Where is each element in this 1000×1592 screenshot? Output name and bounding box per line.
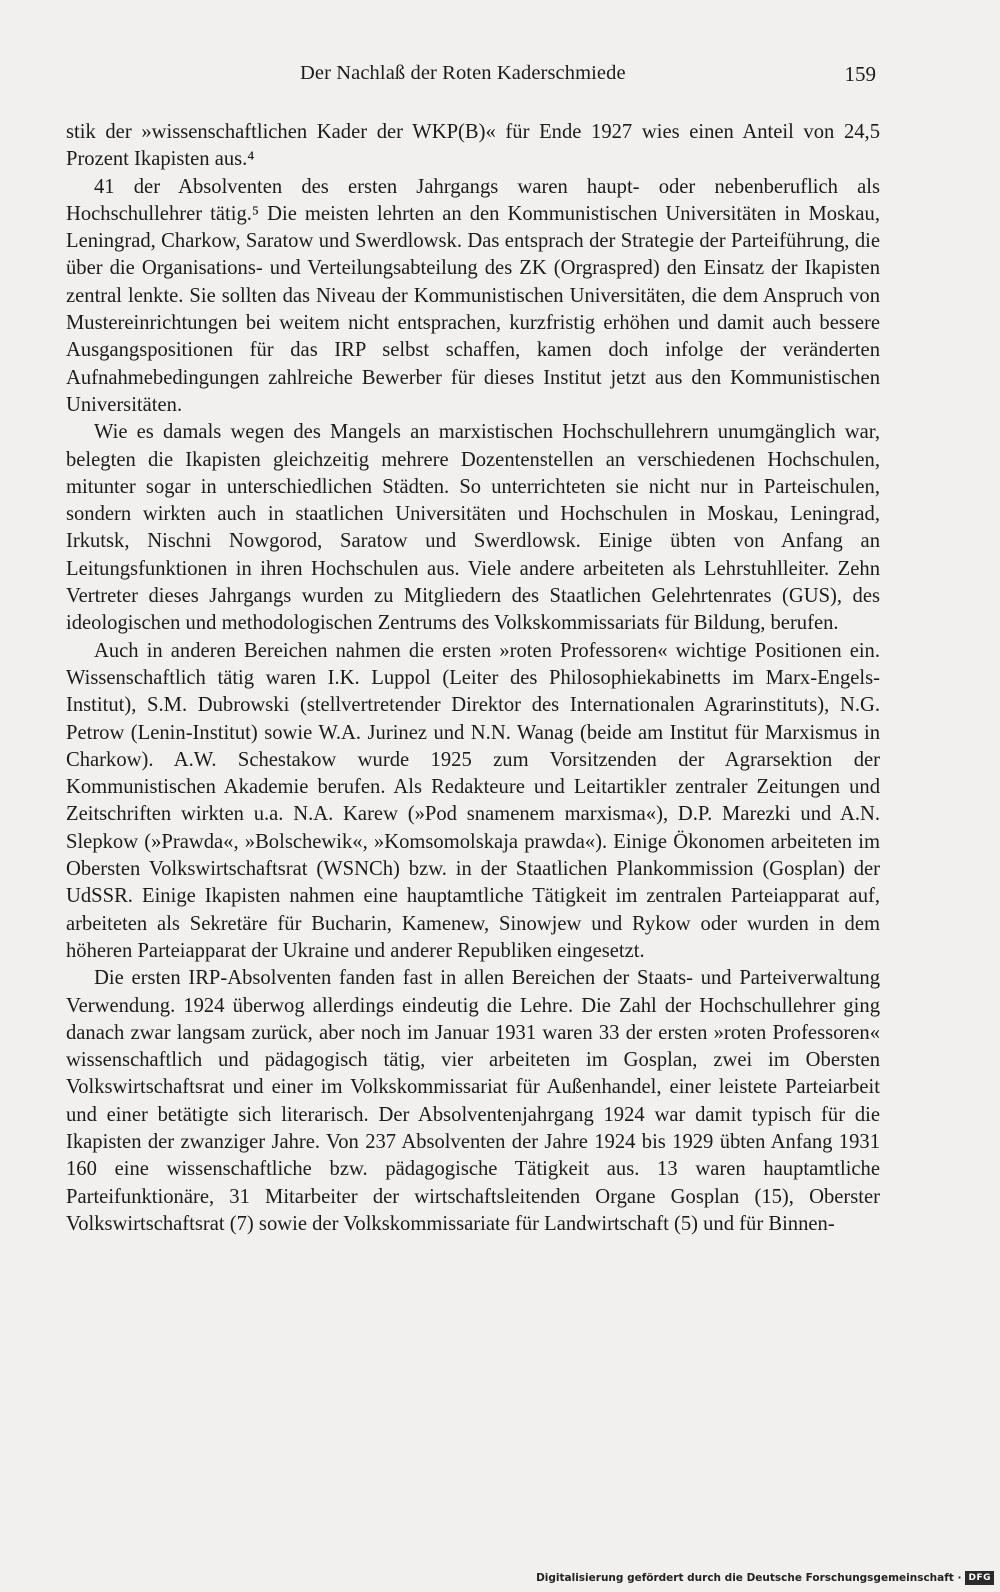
paragraph-2: 41 der Absolventen des ersten Jahrgangs waren haupt- oder nebenberuflich als Hochschullehrer tätig.⁵ Die meisten lehrten an den Kommunistischen Universitäten in Moskau, Leningrad, Charkow, Saratow und Swerdlowsk. Das entsprach der Strategie der Parteiführung, die über die Organisations- und Verteilungsabteilung des ZK (Orgraspred) den Einsatz der Ikapisten zentral lenkte. Sie sollten das Niveau der Kommunistischen Universitäten, die dem Anspruch von Mustereinrichtungen bei weitem nicht entsprachen, kurzfristig erhöhen und damit auch bessere Ausgangspositionen für das IRP selbst schaffen, kamen doch infolge der veränderten Aufnahmebedingungen zahlreiche Bewerber für dieses Institut jetzt aus den Kommunistischen Universitäten.: [66, 175, 880, 416]
running-title: Der Nachlaß der Roten Kaderschmiede: [300, 62, 626, 84]
paragraph-1: stik der »wissenschaftlichen Kader der WKP(B)« für Ende 1927 wies einen Anteil von 24,5 Prozent Ikapisten aus.⁴: [66, 121, 880, 171]
body-text: [66, 119, 880, 1238]
paragraph-4: Auch in anderen Bereichen nahmen die ersten »roten Professoren« wichtige Positionen ein. Wissenschaftlich tätig waren I.K. Luppol (Leiter des Philosophiekabinetts im Marx-Engels-Institut), S.M. Dubrowski (stellvertretender Direktor des Internationalen Agrarinstituts), N.G. Petrow (Lenin-Institut) sowie W.A. Jurinez und N.N. Wanag (beide am Institut für Marxismus in Charkow). A.W. Schestakow wurde 1925 zum Vorsitzenden der Agrarsektion der Kommunistischen Akademie berufen. Als Redakteure und Leitartikler zentraler Zeitungen und Zeitschriften wirkten u.a. N.A. Karew (»Pod snamenem marxisma«), D.P. Marezki und A.N. Slepkow (»Prawda«, »Bolschewik«, »Komsomolskaja prawda«). Einige Ökonomen arbeiteten im Obersten Volkswirtschaftsrat (WSNCh) bzw. in der Staatlichen Plankommission (Gosplan) der UdSSR. Einige Ikapisten nahmen eine hauptamtliche Tätigkeit im zentralen Parteiapparat auf, arbeiteten als Sekretäre für Bucharin, Kamenew, Sinowjew und Rykow oder wurden in dem höheren Parteiapparat der Ukraine und anderer Republiken eingesetzt.: [66, 639, 880, 962]
paragraph-3: Wie es damals wegen des Mangels an marxistischen Hochschullehrern unumgänglich war, belegten die Ikapisten gleichzeitig mehrere Dozentenstellen an verschiedenen Hochschulen, mitunter sogar in unterschiedlichen Städten. So unterrichteten sie nicht nur in Parteischulen, sondern wirkten auch in staatlichen Universitäten und Hochschulen in Moskau, Leningrad, Irkutsk, Nischni Nowgorod, Saratow und Swerdlowsk. Einige übten von Anfang an Leitungsfunktionen in ihren Hochschulen aus. Viele andere arbeiteten als Lehrstuhlleiter. Zehn Vertreter dieses Jahrgangs wurden zu Mitgliedern des Staatlichen Gelehrtenrates (GUS), des ideologischen und methodologischen Zentrums des Volkskommissariats für Bildung, berufen.: [66, 421, 880, 635]
running-header: [0, 62, 1000, 92]
paragraph-5: Die ersten IRP-Absolventen fanden fast in allen Bereichen der Staats- und Parteiverwaltung Verwendung. 1924 überwog allerdings eindeutig die Lehre. Die Zahl der Hochschullehrer ging danach zwar langsam zurück, aber noch im Januar 1931 waren 33 der ersten »roten Professoren« wissenschaftlich und pädagogisch tätig, vier arbeiteten im Gosplan, zwei im Obersten Volkswirtschaftsrat und einer im Volkskommissariat für Außenhandel, einer leistete Parteiarbeit und einer betätigte sich literarisch. Der Absolventenjahrgang 1924 war damit typisch für die Ikapisten der zwanziger Jahre. Von 237 Absolventen der Jahre 1924 bis 1929 übten Anfang 1931 160 eine wissenschaftliche bzw. pädagogische Tätigkeit aus. 13 waren hauptamtliche Parteifunktionäre, 31 Mitarbeiter der wirtschaftsleitenden Organe Gosplan (15), Oberster Volkswirtschaftsrat (7) sowie der Volkskommissariate für Landwirtschaft (5) und für Binnen-: [66, 967, 880, 1235]
funding-note: Digitalisierung gefördert durch die Deutsche Forschungsgemeinschaft ·: [536, 1572, 962, 1584]
digitization-footer: [536, 1570, 994, 1586]
dfg-logo: DFG: [965, 1571, 994, 1585]
page-number: 159: [844, 62, 876, 86]
